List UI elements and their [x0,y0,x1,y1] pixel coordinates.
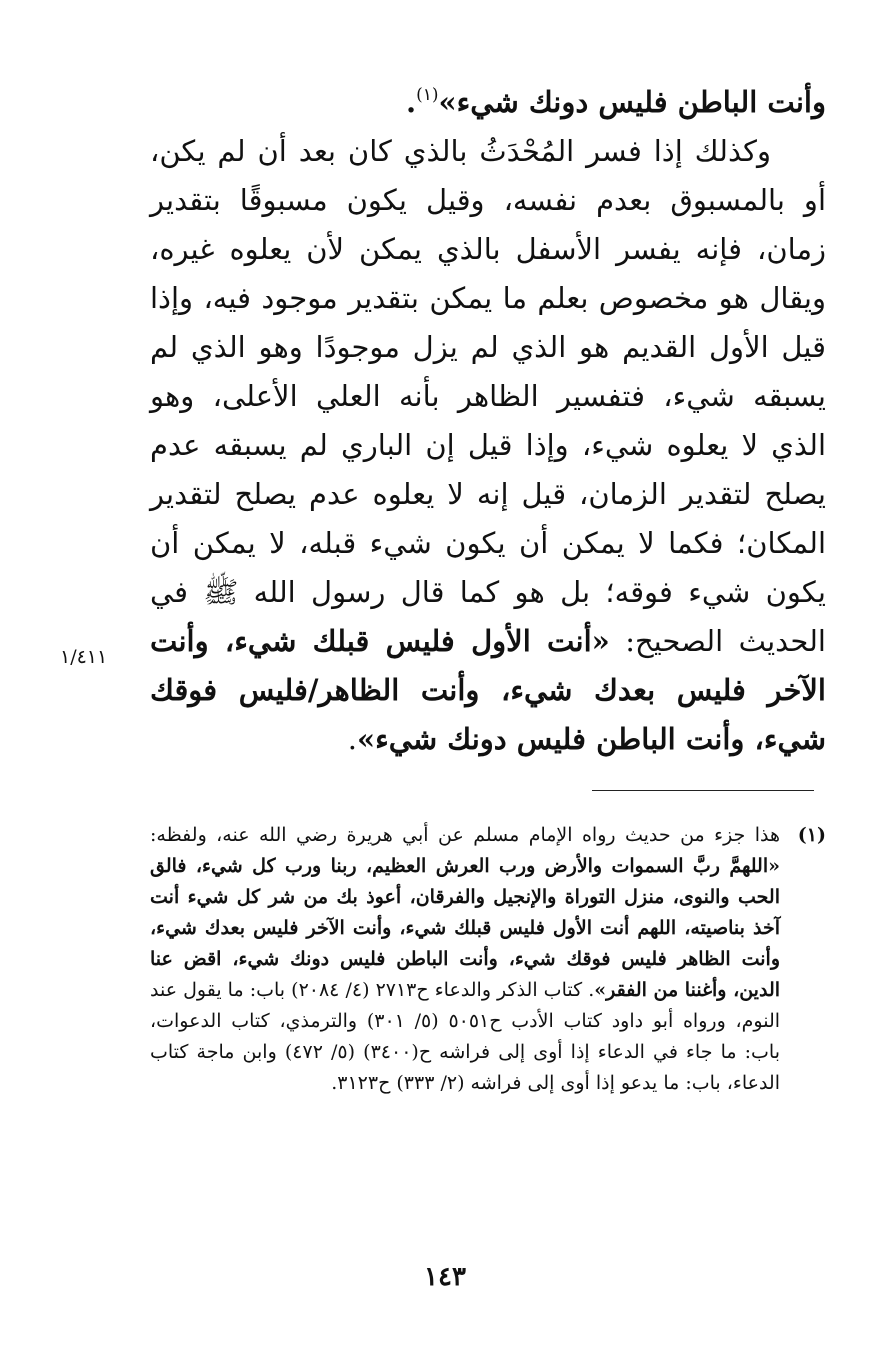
footnote-item [150,820,826,1099]
footnotes [150,820,826,1099]
footnote-body [150,820,780,1099]
lead-line [150,78,826,127]
lead-line-end: . [405,85,417,119]
manuscript-folio-note: ١/٤١١ [60,646,108,668]
lead-line-text: وأنت الباطن فليس دونك شيء» [438,85,826,119]
footnote-reference: (١) [416,85,439,105]
footnote-divider [592,790,814,791]
main-text [150,78,826,764]
footnote-hadith-quote: «اللهمَّ ربَّ السموات والأرض ورب العرش العظيم، ربنا ورب كل شيء، فالق الحب والنوى، منزل التوراة والإنجيل والفرقان، أعوذ بك من شر كل شيء أنت آخذ بناصيته، اللهم أنت الأول فليس قبلك شيء، وأنت الآخر فليس بعدك شيء، وأنت الظاهر فليس فوقك شيء، وأنت الباطن فليس دونك شيء، اقض عنا الدين، وأغننا من الفقر» [150,855,781,1001]
paragraph-text: وكذلك إذا فسر المُحْدَثُ بالذي كان بعد أن لم يكن، أو بالمسبوق بعدم نفسه، وقيل يكون مسبوقًا بتقدير زمان، فإنه يفسر الأسفل بالذي يمكن لأن يعلوه غيره، ويقال هو مخصوص بعلم ما يمكن بتقدير موجود فيه، وإذا قيل الأول القديم هو الذي لم يزل موجودًا وهو الذي لم يسبقه شيء، فتفسير الظاهر بأنه العلي الأعلى، وهو الذي لا يعلوه شيء، وإذا قيل إن الباري لم يسبقه عدم يصلح لتقدير الزمان، قيل إنه لا يعلوه عدم يصلح لتقدير المكان؛ فكما لا يمكن أن يكون شيء قبله، لا يمكن أن يكون شيء فوقه؛ بل هو كما قال رسول الله ﷺ في الحديث الصحيح: [150,134,827,658]
footnote-references: . كتاب الذكر والدعاء ح٢٧١٣ (٤/ ٢٠٨٤) باب: ما يقول عند النوم، ورواه أبو داود كتاب الأدب ح٥٠٥١ (٥/ ٣٠١) والترمذي، كتاب الدعوات، باب: ما جاء في الدعاء إذا أوى إلى فراشه ح(٣٤٠٠) (٥/ ٤٧٢) وابن ماجة كتاب الدعاء، باب: ما يدعو إذا أوى إلى فراشه (٢/ ٣٣٣) ح٣١٢٣. [150,979,781,1094]
footnote-intro: هذا جزء من حديث رواه الإمام مسلم عن أبي هريرة رضي الله عنه، ولفظه: [150,824,780,846]
body-paragraph [150,127,826,764]
footnote-number: (١) [797,824,826,846]
paragraph-end: . [347,722,357,756]
page-number: ١٤٣ [424,1262,466,1292]
hadith-quote: «أنت الأول فليس قبلك شيء، وأنت الآخر فليس بعدك شيء، وأنت الظاهر/فليس فوقك شيء، وأنت الباطن فليس دونك شيء» [150,624,826,756]
